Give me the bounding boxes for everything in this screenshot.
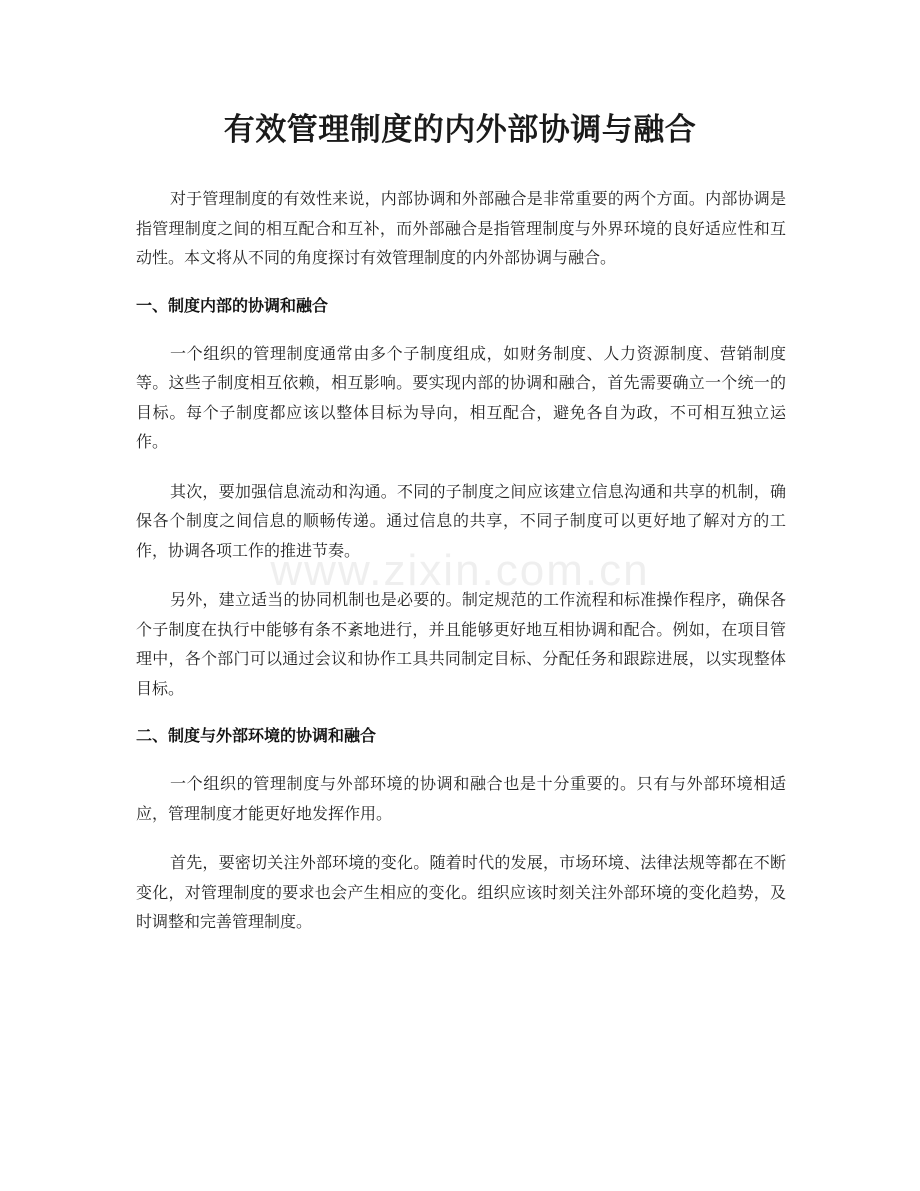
page-title: 有效管理制度的内外部协调与融合	[223, 112, 697, 148]
intro-paragraph: 对于管理制度的有效性来说，内部协调和外部融合是非常重要的两个方面。内部协调是指管理制度之间的相互配合和互补，而外部融合是指管理制度与外界环境的良好适应性和互动性。本文将从不同的角度探讨有效管理制度的内外部协调与融合。	[136, 189, 786, 267]
section1-paragraph-1: 一个组织的管理制度通常由多个子制度组成，如财务制度、人力资源制度、营销制度等。这些子制度相互依赖，相互影响。要实现内部的协调和融合，首先需要确立一个统一的目标。每个子制度都应该以整体目标为导向，相互配合，避免各自为政，不可相互独立运作。	[136, 343, 786, 451]
section1-paragraph-2: 其次，要加强信息流动和沟通。不同的子制度之间应该建立信息沟通和共享的机制，确保各个制度之间信息的顺畅传递。通过信息的共享，不同子制度可以更好地了解对方的工作，协调各项工作的推进节奏。	[136, 481, 786, 560]
document-body	[136, 184, 786, 957]
section2-paragraph-1: 一个组织的管理制度与外部环境的协调和融合也是十分重要的。只有与外部环境相适应，管理制度才能更好地发挥作用。	[136, 774, 786, 823]
section2-paragraph-2: 首先，要密切关注外部环境的变化。随着时代的发展，市场环境、法律法规等都在不断变化，对管理制度的要求也会产生相应的变化。组织应该时刻关注外部环境的变化趋势，及时调整和完善管理制度。	[136, 853, 786, 931]
section-heading-external: 二、制度与外部环境的协调和融合	[136, 726, 377, 745]
section1-paragraph-3: 另外，建立适当的协同机制也是必要的。制定规范的工作流程和标准操作程序，确保各个子制度在执行中能够有条不紊地进行，并且能够更好地互相协调和配合。例如，在项目管理中，各个部门可以通过会议和协作工具共同制定目标、分配任务和跟踪进展，以实现整体目标。	[136, 590, 786, 698]
watermark: www.zixin.com.cn	[270, 546, 650, 595]
section-heading-internal: 一、制度内部的协调和融合	[136, 295, 329, 315]
